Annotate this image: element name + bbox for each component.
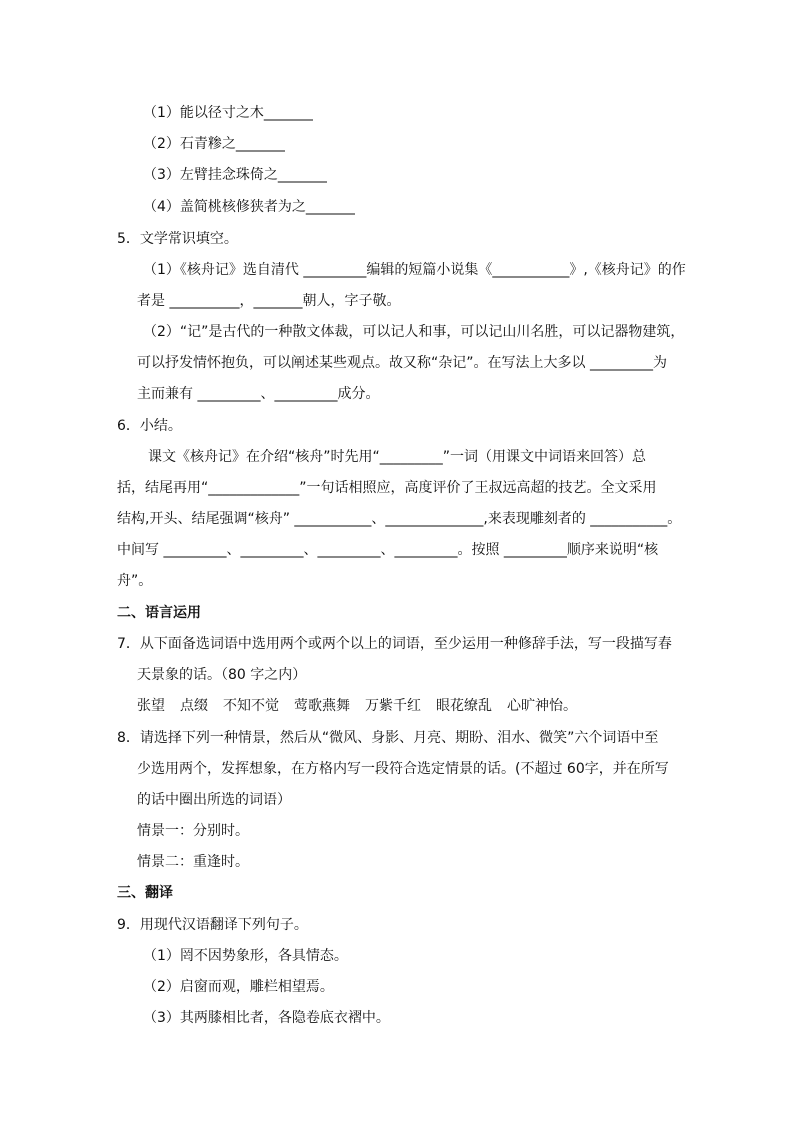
q7-word-list <box>137 697 577 715</box>
q7-word: 点缀 <box>180 698 208 714</box>
q9-item-2: （2）启窗而观，雕栏相望焉。 <box>143 979 334 995</box>
q4-item-3: （3）左臂挂念珠倚之_______ <box>143 167 327 183</box>
q7-line1: 7．从下面备选词语中选用两个或两个以上的词语，至少运用一种修辞手法，写一段描写春 <box>117 636 672 652</box>
q7-word: 莺歌燕舞 <box>294 698 350 714</box>
q8-line2: 少选用两个，发挥想象，在方格内写一段符合选定情景的话。(不超过 60字，并在所写 <box>137 761 669 777</box>
q6-line3: 结构,开头、结尾强调“核舟” ___________、______________,来表现雕刻者的 ___________。 <box>117 511 682 527</box>
q4-item-4: （4）盖简桃核修狭者为之_______ <box>143 199 355 215</box>
q5-p1-line1: （1）《核舟记》选自清代 _________编辑的短篇小说集《___________》,《核舟记》的作 <box>143 262 686 278</box>
q9-item-1: （1）罔不因势象形，各具情态。 <box>143 948 348 964</box>
q8-line1: 8．请选择下列一种情景，然后从“微风、身影、月亮、期盼、泪水、微笑”六个词语中至 <box>117 730 659 746</box>
q9-item-3: （3）其两膝相比者，各隐卷底衣褶中。 <box>143 1010 390 1026</box>
section-heading-translation: 三、翻译 <box>117 885 173 901</box>
q8-scene-1: 情景一：分别时。 <box>137 823 249 839</box>
q5-p1-line2: 者是 __________，_______朝人，字子敬。 <box>137 293 401 309</box>
q7-line2: 天景象的话。（80 字之内） <box>137 667 307 683</box>
q6-title: 6．小结。 <box>117 418 182 434</box>
q5-p2-line2: 可以抒发情怀抱负，可以阐述某些观点。故又称“杂记”。在写法上大多以 _________为 <box>137 355 667 371</box>
q7-word: 眼花缭乱 <box>436 698 492 714</box>
q4-item-1: （1）能以径寸之木_______ <box>143 105 313 121</box>
q5-p2-line3: 主而兼有 _________、_________成分。 <box>137 386 380 402</box>
q7-word: 张望 <box>137 698 165 714</box>
q6-line4: 中间写 _________、_________、_________、_________。按照 _________顺序来说明“核 <box>117 542 659 558</box>
q4-item-2: （2）石青糁之_______ <box>143 136 285 152</box>
q5-title: 5．文学常识填空。 <box>117 231 238 247</box>
q7-word: 心旷神怡。 <box>507 698 577 714</box>
q8-line3: 的话中圈出所选的词语） <box>137 792 291 808</box>
q6-line5: 舟”。 <box>117 573 153 589</box>
q5-p2-line1: （2）“记”是古代的一种散文体裁，可以记人和事，可以记山川名胜，可以记器物建筑， <box>143 324 685 340</box>
q6-line2: 括，结尾再用“_____________”一句话相照应，高度评价了王叔远高超的技艺。全文采用 <box>117 480 657 496</box>
q7-word: 万紫千红 <box>365 698 421 714</box>
q9-title: 9．用现代汉语翻译下列句子。 <box>117 917 308 933</box>
q8-scene-2: 情景二：重逢时。 <box>137 854 249 870</box>
q6-line1: 课文《核舟记》在介绍“核舟”时先用“_________”一词（用课文中词语来回答）总 <box>148 449 647 465</box>
q7-word: 不知不觉 <box>223 698 279 714</box>
section-heading-language-use: 二、语言运用 <box>117 605 201 621</box>
